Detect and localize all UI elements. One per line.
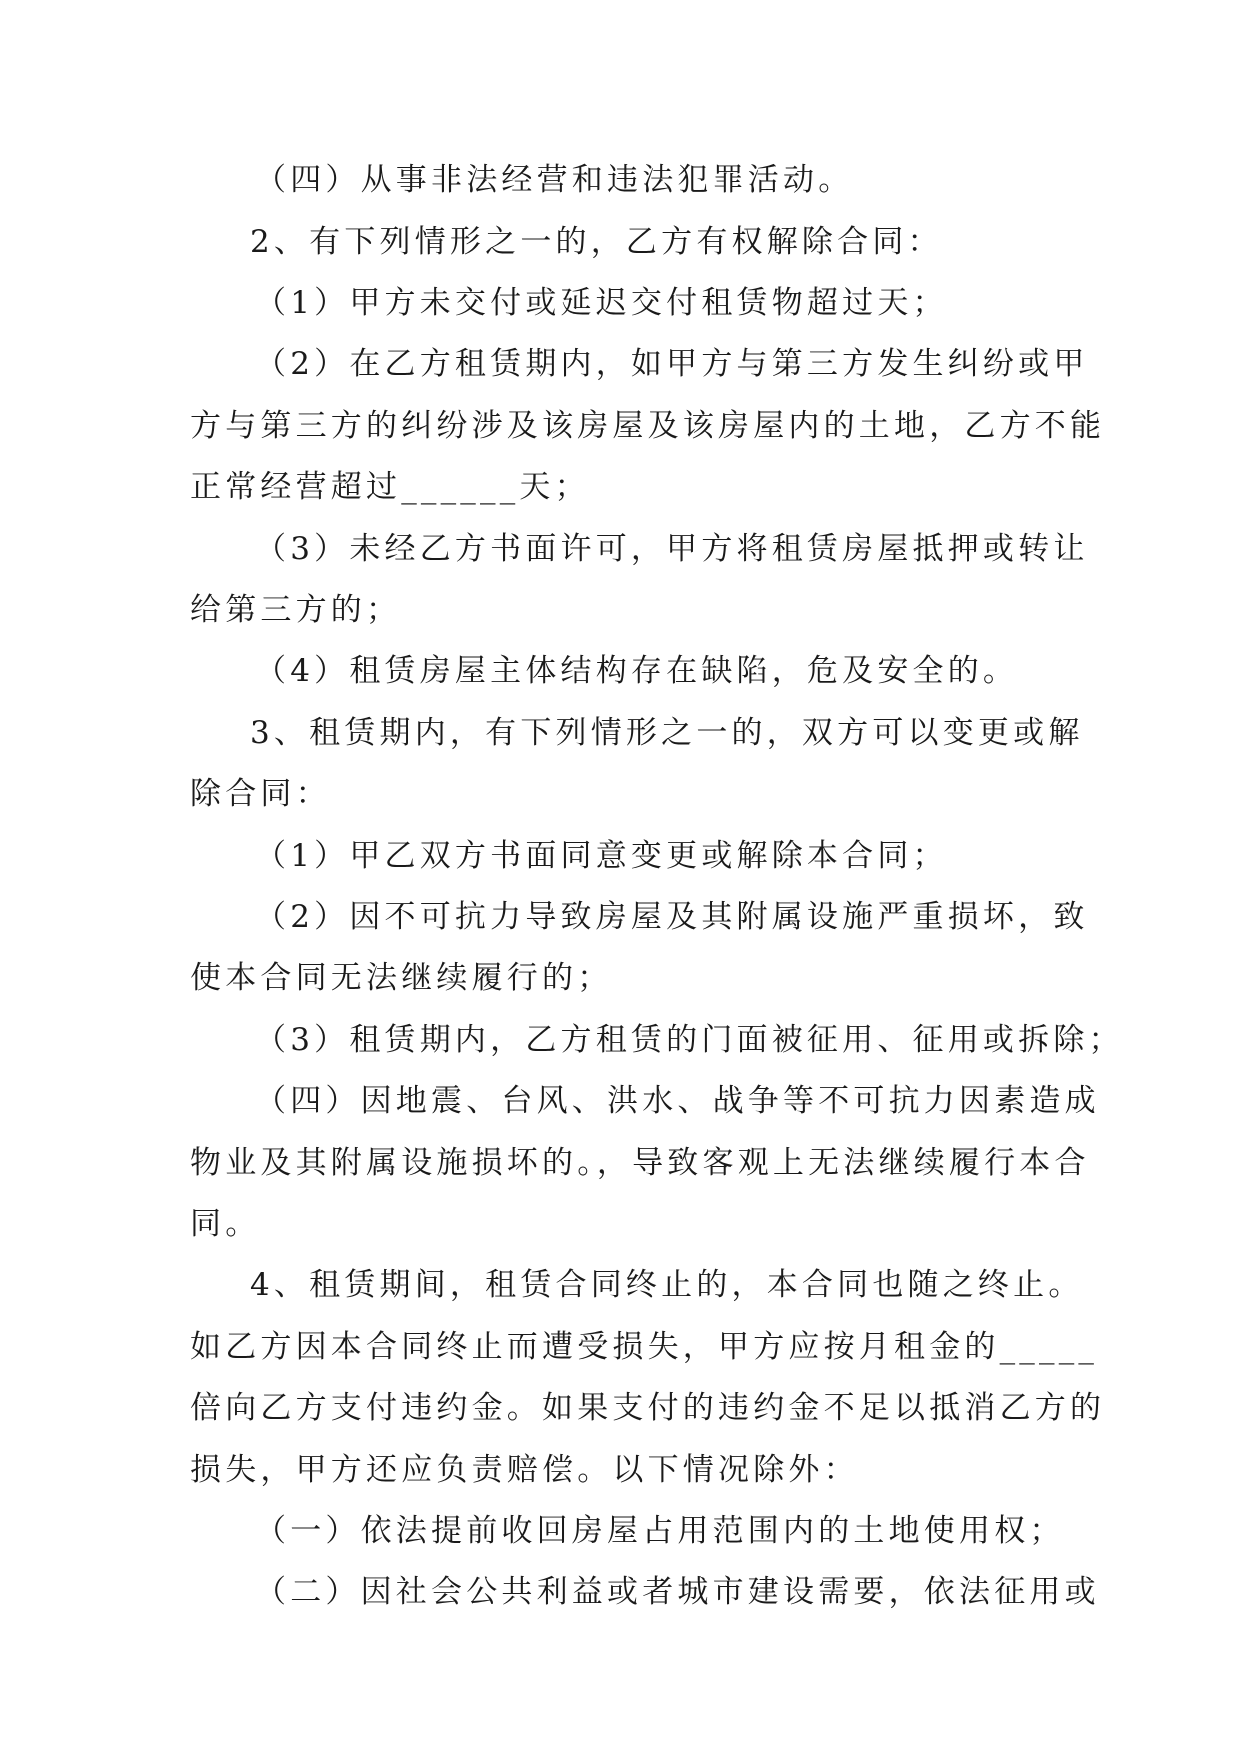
text-line: 方与第三方的纠纷涉及该房屋及该房屋内的土地，乙方不能 bbox=[190, 408, 1106, 444]
text-line: 如乙方因本合同终止而遭受损失，甲方应按月租金的_____ bbox=[190, 1329, 1099, 1365]
text-line: （一）依法提前收回房屋占用范围内的土地使用权； bbox=[255, 1513, 1065, 1549]
text-line: （二）因社会公共利益或者城市建设需要，依法征用或 bbox=[255, 1574, 1100, 1610]
text-line: （4）租赁房屋主体结构存在缺陷，危及安全的。 bbox=[255, 653, 1019, 689]
text-line: 给第三方的； bbox=[190, 592, 402, 628]
text-line: 2、有下列情形之一的，乙方有权解除合同： bbox=[250, 224, 943, 260]
text-line: （1）甲乙双方书面同意变更或解除本合同； bbox=[255, 838, 948, 874]
text-line: （四）从事非法经营和违法犯罪活动。 bbox=[255, 162, 854, 198]
text-line: 使本合同无法继续履行的； bbox=[190, 960, 613, 996]
text-line: （1）甲方未交付或延迟交付租赁物超过天； bbox=[255, 285, 948, 321]
text-line: 倍向乙方支付违约金。如果支付的违约金不足以抵消乙方的 bbox=[190, 1390, 1106, 1426]
text-line: 损失，甲方还应负责赔偿。以下情况除外： bbox=[190, 1452, 859, 1488]
text-line: 4、租赁期间，租赁合同终止的，本合同也随之终止。 bbox=[250, 1267, 1084, 1303]
text-line: （2）因不可抗力导致房屋及其附属设施严重损坏，致 bbox=[255, 899, 1089, 935]
text-line: 除合同： bbox=[190, 776, 331, 812]
text-line: （四）因地震、台风、洪水、战争等不可抗力因素造成 bbox=[255, 1083, 1100, 1119]
text-line: （2）在乙方租赁期内，如甲方与第三方发生纠纷或甲 bbox=[255, 346, 1089, 382]
text-line: 物业及其附属设施损坏的。，导致客观上无法继续履行本合 bbox=[190, 1145, 1090, 1181]
text-line: （3）未经乙方书面许可，甲方将租赁房屋抵押或转让 bbox=[255, 531, 1089, 567]
text-line: 正常经营超过______天； bbox=[190, 469, 590, 505]
text-line: （3）租赁期内，乙方租赁的门面被征用、征用或拆除； bbox=[255, 1022, 1124, 1058]
text-line: 3、租赁期内，有下列情形之一的，双方可以变更或解 bbox=[250, 715, 1084, 751]
text-line: 同。 bbox=[190, 1206, 261, 1242]
